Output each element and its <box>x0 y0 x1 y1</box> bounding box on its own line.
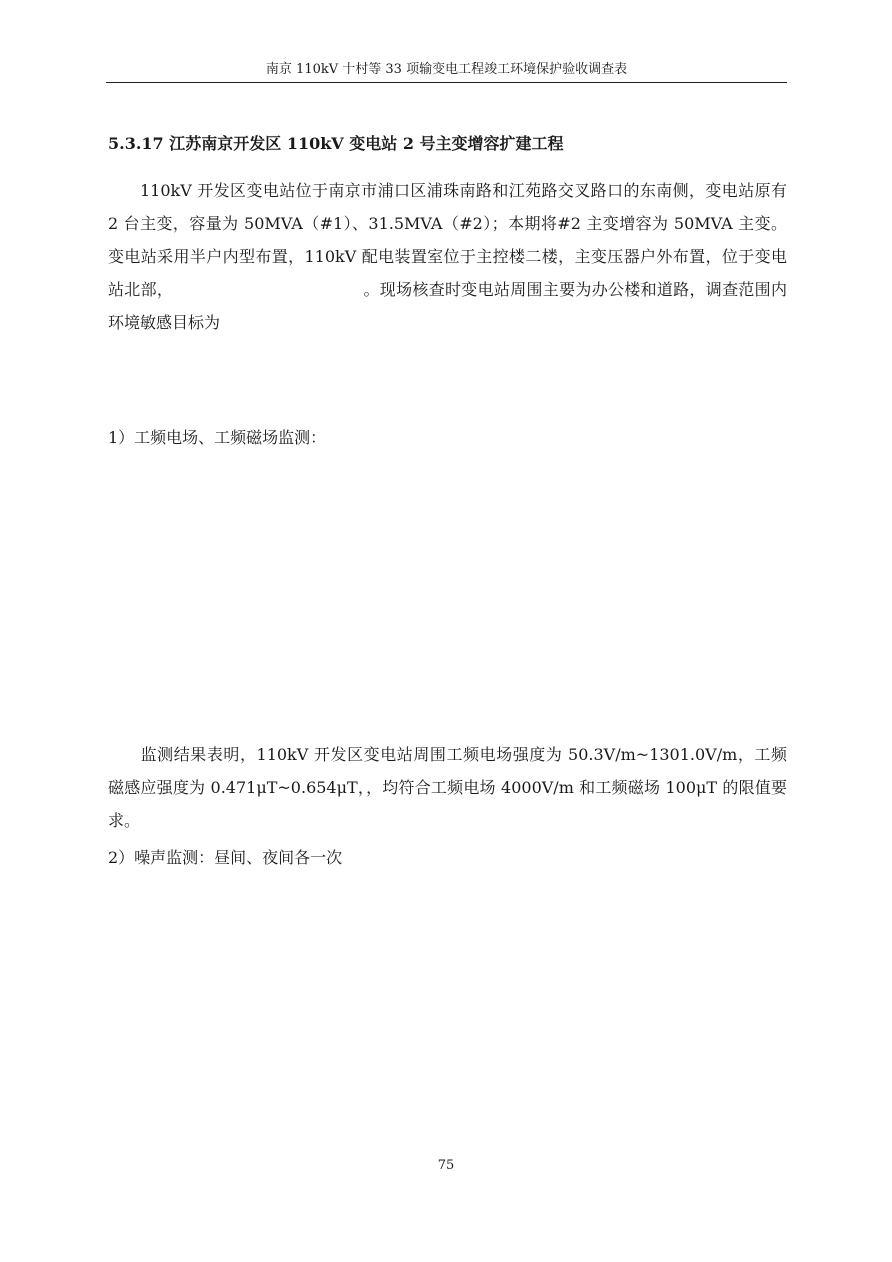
noise-monitoring-heading: 2）噪声监测：昼间、夜间各一次 <box>108 848 343 867</box>
intro-paragraph <box>108 174 787 339</box>
page-number: 75 <box>437 1158 455 1173</box>
monitoring-result-paragraph <box>108 738 787 837</box>
intro-text-part2: 。现场核查时变电站周围主要为办公楼和道路，调查范围内环境敏感目标为 <box>108 280 787 332</box>
emf-monitoring-heading: 1）工频电场、工频磁场监测： <box>108 428 327 447</box>
page-header: 南京 110kV 十村等 33 项输变电工程竣工环境保护验收调查表 <box>265 62 628 77</box>
intro-text-part1: 110kV 开发区变电站位于南京市浦口区浦珠南路和江苑路交叉路口的东南侧，变电站原有 2 台主变，容量为 50MVA（#1）、31.5MVA（#2）；本期将#2 主变增容为 50MVA 主变。变电站采用半户内型布置，110kV 配电装置室位于主控楼二楼，主变压器户外布置，位于变电站北部， <box>108 181 787 299</box>
monitoring-result-text: 监测结果表明，110kV 开发区变电站周围工频电场强度为 50.3V/m~1301.0V/m，工频磁感应强度为 0.471μT~0.654μT，，均符合工频电场 4000V/m 和工频磁场 100μT 的限值要求。 <box>108 745 787 830</box>
header-divider <box>106 82 787 83</box>
section-heading: 5.3.17 江苏南京开发区 110kV 变电站 2 号主变增容扩建工程 <box>108 134 564 153</box>
